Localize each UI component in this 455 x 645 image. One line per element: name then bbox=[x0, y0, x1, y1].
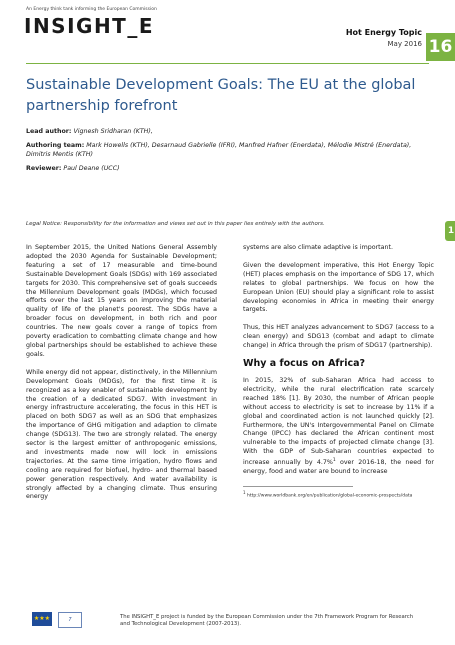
paragraph-text-cont: over 2016-18, the need for energy, food and water are bound to increase bbox=[243, 459, 434, 476]
side-page-tab: 1 bbox=[445, 221, 455, 241]
insight-e-logo: INSIGHT_E bbox=[24, 14, 154, 38]
page-footer bbox=[0, 600, 455, 645]
topic-box bbox=[322, 28, 422, 48]
body-paragraph bbox=[243, 377, 434, 477]
body-paragraph: Given the development imperative, this Hot Energy Topic (HET) places emphasis on the importance of SDG 17, which relates to global partnerships. We focus on how the European Union (EU) should play a significant role to assist developing economies in Africa in meeting their energy targets. bbox=[243, 261, 434, 314]
footnote-divider bbox=[243, 486, 353, 487]
footnote-number: 1 bbox=[243, 490, 246, 496]
footnote bbox=[243, 490, 434, 500]
header-divider bbox=[26, 63, 429, 64]
issue-date: May 2016 bbox=[387, 40, 422, 48]
authoring-team-label: Authoring team: bbox=[26, 142, 85, 149]
section-heading: Why a focus on Africa? bbox=[243, 358, 366, 370]
document-title: Sustainable Development Goals: The EU at the global partnership forefront bbox=[26, 77, 416, 114]
body-paragraph: While energy did not appear, distinctively, in the Millennium Development Goals (MDGs), for the first time it is recognized as a key enabler of sustainable development by the creation of a dedicated SDG7. With investment in energy infrastructure accelerating, the focus in this HET is placed on both SDG7 as well as an SDG that emphasizes the importance of GHG mitigation and adaption to climate change (SDG13). The two are strongly related. The energy sector is the largest emitter of anthropogenic emissions, and investments made now will lock in emissions trajectories. At the same time irrigation, hydro flows and cooling are required for biofuel, hydro- and thermal based power generation respectively. And water availability is strongly affected by a changing climate. Thus ensuring energy bbox=[26, 368, 217, 501]
column-right bbox=[243, 244, 434, 500]
body-paragraph: In September 2015, the United Nations General Assembly adopted the 2030 Agenda for Sustainable Development; featuring a set of 17 measurable and time-bound Sustainable Development Goals (SDGs) with 169 associated targets for 2030. This comprehensive set of goals succeeds the Millennium Development goals (MDGs), which focused efforts over the last 15 years on improving the material quality of life of the planet's poorest. The SDGs have a broader focus on development, in both rich and poor countries. The new goals cover a range of topics from poverty eradication to combatting climate change and how global partnerships should be established to achieve these goals. bbox=[26, 244, 217, 358]
header-tagline: An Energy think tank informing the European Commission bbox=[26, 7, 157, 12]
lead-author-label: Lead author: bbox=[26, 128, 72, 135]
framework-programme-logo: 7 bbox=[58, 612, 82, 628]
column-left bbox=[26, 244, 217, 511]
body-paragraph: systems are also climate adaptive is important. bbox=[243, 244, 393, 251]
issue-number-badge: 16 bbox=[426, 33, 455, 61]
paragraph-text: In 2015, 32% of sub-Saharan Africa had access to electricity, while the rural electrification rate scarcely reached 18% [1]. By 2030, the number of African people without access to electricity is set to increase by 11% if a global and coordinated action is not launched quickly [2]. Furthermore, the UN's Intergovernmental Panel on Climate Change (IPCC) has declared the African continent most vulnerable to the impacts of projected climate change [3]. With the GDP of Sub-Saharan countries expected to increase annually by 4.7% bbox=[243, 376, 434, 467]
topic-label: Hot Energy Topic bbox=[345, 28, 422, 37]
funding-statement: The INSIGHT_E project is funded by the European Commission under the 7th Framework Program for Research and Technological Development (2007-2013). bbox=[120, 614, 414, 627]
reviewer-line bbox=[26, 164, 426, 173]
lead-author-line bbox=[26, 127, 426, 136]
legal-notice: Legal Notice: Responsibility for the information and views set out in this paper lies entirely with the authors. bbox=[26, 221, 325, 227]
authoring-team-value: Mark Howells (KTH), Desarnaud Gabrielle (IFRI), Manfred Hafner (Enerdata), Mélodie Mistré (Enerdata), Dimitris Mentis (KTH) bbox=[26, 142, 412, 158]
footnote-url: http://www.worldbank.org/en/publication/global-economic-prospects/data bbox=[245, 493, 413, 499]
eu-flag-icon: ★★★ bbox=[32, 612, 52, 626]
body-paragraph: Thus, this HET analyzes advancement to SDG7 (access to a clean energy) and SDG13 (combat and adapt to climate change) in Africa through the prism of SDG17 (partnership). bbox=[243, 324, 434, 350]
reviewer-value: Paul Deane (UCC) bbox=[63, 165, 120, 172]
lead-author-value: Vignesh Sridharan (KTH), bbox=[73, 128, 153, 135]
authoring-team-line bbox=[26, 141, 426, 159]
footnote-ref: 1 bbox=[332, 458, 336, 464]
reviewer-label: Reviewer: bbox=[26, 165, 62, 172]
